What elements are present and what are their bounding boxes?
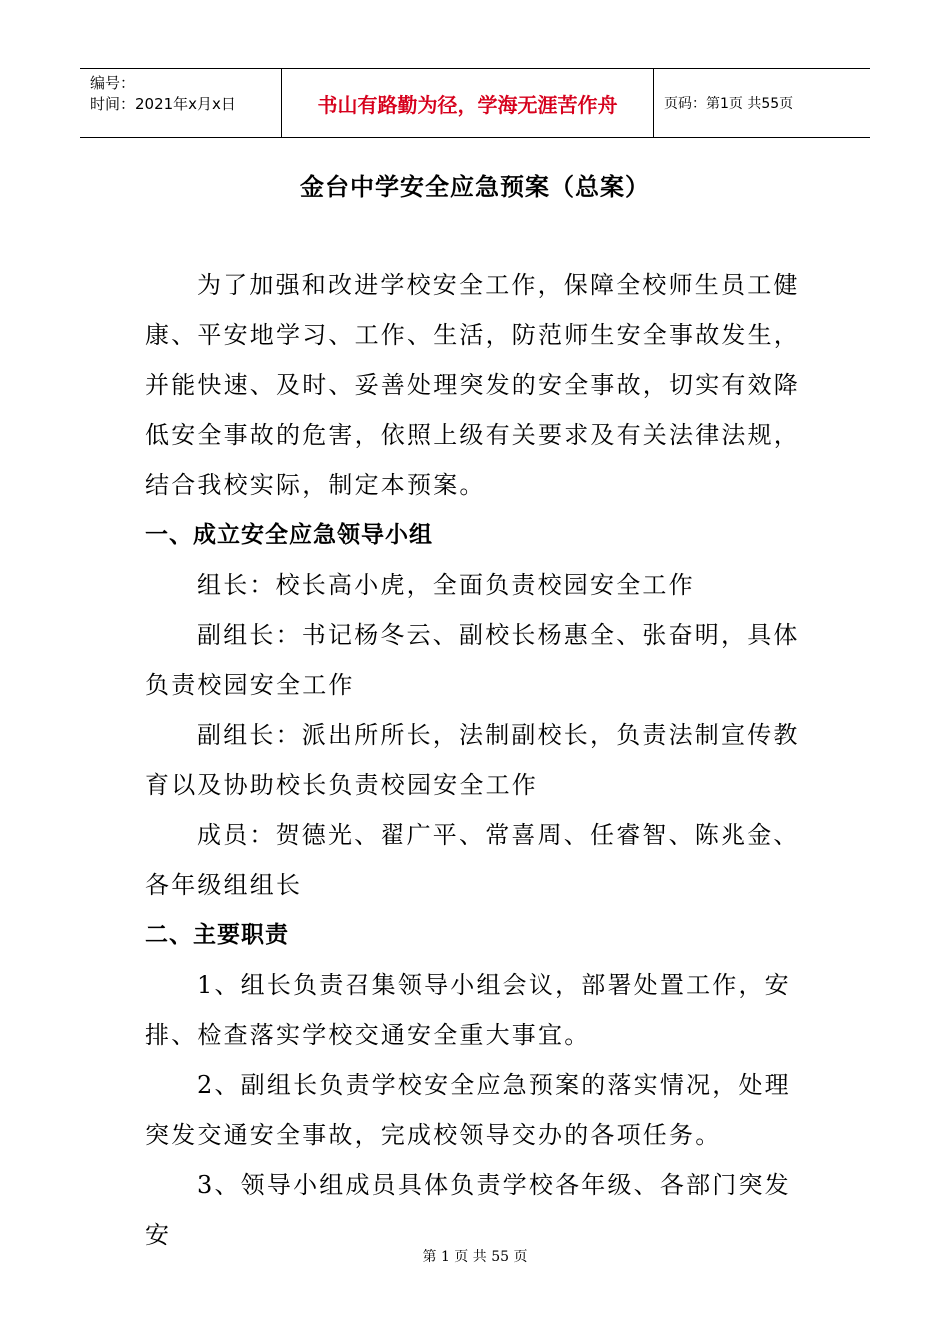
leader-paragraph: 组长：校长高小虎，全面负责校园安全工作 xyxy=(197,571,695,599)
document-body xyxy=(145,260,813,1260)
section-heading-2: 二、主要职责 xyxy=(145,922,289,948)
vice-leader-paragraph-2: 副组长：派出所所长，法制副校长，负责法制宣传教育以及协助校长负责校园安全工作 xyxy=(145,721,800,799)
header-page-info: 页码：第1页 共55页 xyxy=(664,96,794,112)
duty-paragraph-2: 2、副组长负责学校安全应急预案的落实情况，处理突发交通安全事故，完成校领导交办的各项任务。 xyxy=(145,1071,791,1149)
members-paragraph: 成员：贺德光、翟广平、常喜周、任睿智、陈兆金、各年级组组长 xyxy=(145,821,800,899)
header-motto: 书山有路勤为径，学海无涯苦作舟 xyxy=(281,69,654,137)
intro-paragraph: 为了加强和改进学校安全工作，保障全校师生员工健康、平安地学习、工作、生活，防范师生安全事故发生，并能快速、及时、妥善处理突发的安全事故，切实有效降低安全事故的危害，依照上级有关要求及有关法律法规，结合我校实际，制定本预案。 xyxy=(145,271,800,499)
duty-paragraph-3: 3、领导小组成员具体负责学校各年级、各部门突发安 xyxy=(145,1171,791,1249)
document-header-table xyxy=(80,68,870,138)
time-label: 时间：2021年x月x日 xyxy=(90,95,236,113)
duty-paragraph-1: 1、组长负责召集领导小组会议，部署处置工作，安排、检查落实学校交通安全重大事宜。 xyxy=(145,971,791,1049)
document-title: 金台中学安全应急预案（总案） xyxy=(300,173,650,201)
page-footer: 第 1 页 共 55 页 xyxy=(422,1249,528,1265)
header-meta-cell xyxy=(80,69,281,137)
section-heading-1: 一、成立安全应急领导小组 xyxy=(145,522,433,548)
vice-leader-paragraph-1: 副组长：书记杨冬云、副校长杨惠全、张奋明，具体负责校园安全工作 xyxy=(145,621,800,699)
code-label: 编号： xyxy=(90,74,136,92)
